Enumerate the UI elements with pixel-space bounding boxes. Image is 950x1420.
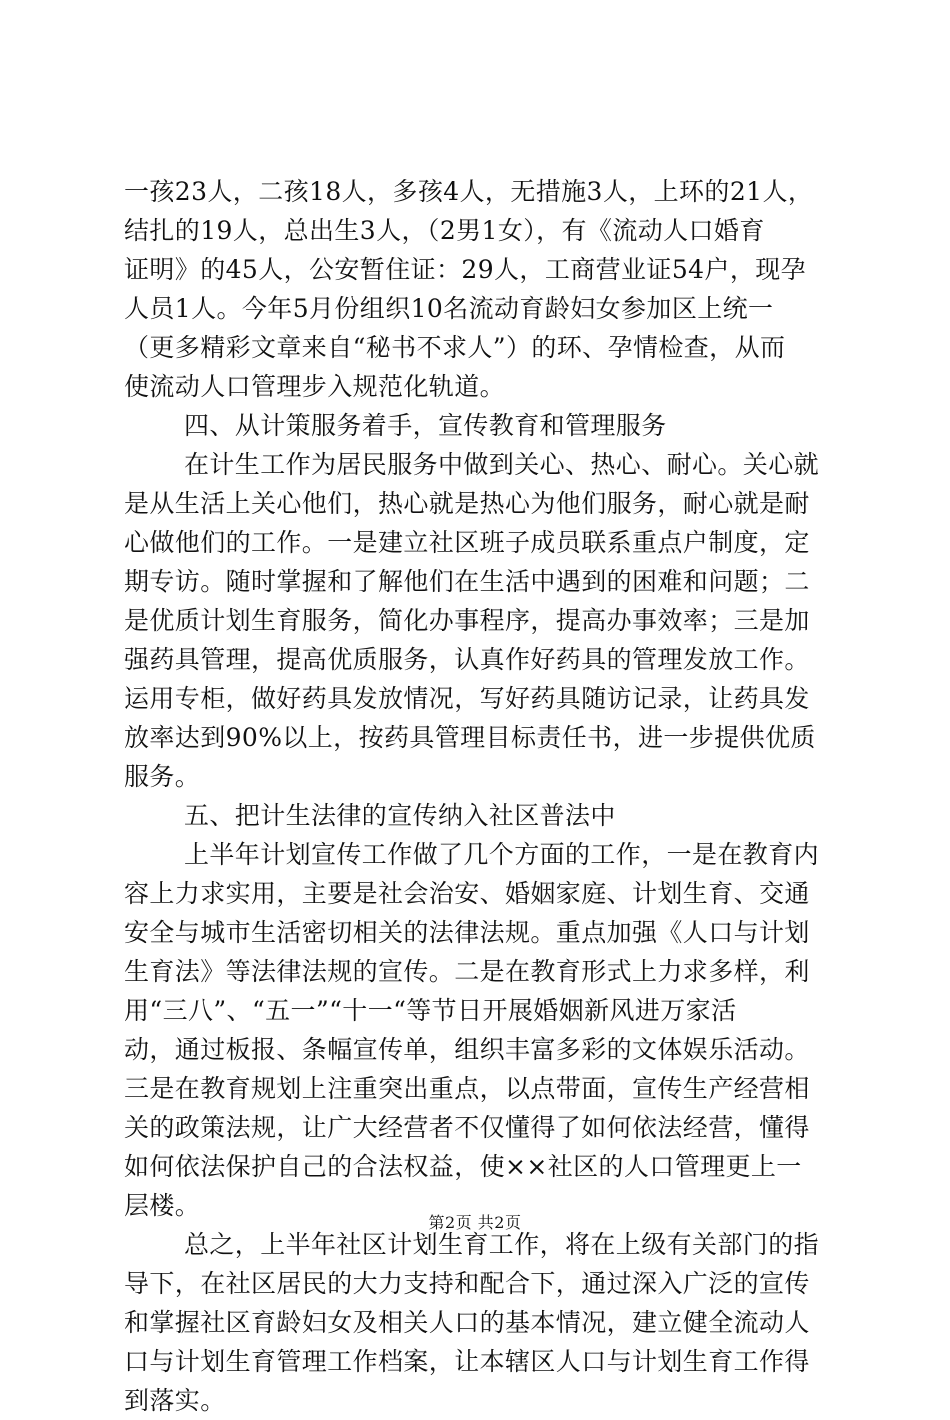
text-line: 结扎的19人，总出生3人，（2男1女），有《流动人口婚育 [124,216,765,245]
text-line: 是从生活上关心他们，热心就是热心为他们服务，耐心就是耐 [124,489,810,518]
page-footer: 第2页 共2页 [428,1213,522,1232]
text-line: 口与计划生育管理工作档案，让本辖区人口与计划生育工作得 [124,1347,810,1376]
text-line: 到落实。 [124,1386,226,1415]
text-line: 用“三八”、“五一”“十一“等节日开展婚姻新风进万家活 [124,996,737,1025]
text-line: 容上力求实用，主要是社会治安、婚姻家庭、计划生育、交通 [124,879,810,908]
text-line: 服务。 [124,762,201,791]
text-line: 在计生工作为居民服务中做到关心、热心、耐心。关心就 [184,450,820,479]
text-line: 证明》的45人，公安暂住证：29人，工商营业证54户，现孕 [124,255,807,284]
text-line: 心做他们的工作。一是建立社区班子成员联系重点户制度，定 [124,528,810,557]
text-line: 一孩23人，二孩18人，多孩4人，无措施3人，上环的21人， [124,177,814,206]
section-heading: 四、从计策服务着手，宣传教育和管理服务 [184,411,667,440]
text-line: 导下，在社区居民的大力支持和配合下，通过深入广泛的宣传 [124,1269,810,1298]
section-heading: 五、把计生法律的宣传纳入社区普法中 [184,801,616,830]
text-line: 三是在教育规划上注重突出重点，以点带面，宣传生产经营相 [124,1074,810,1103]
text-line: 安全与城市生活密切相关的法律法规。重点加强《人口与计划 [124,918,810,947]
text-line: 总之，上半年社区计划生育工作，将在上级有关部门的指 [184,1230,820,1259]
text-line: 动，通过板报、条幅宣传单，组织丰富多彩的文体娱乐活动。 [124,1035,810,1064]
text-line: 运用专柜，做好药具发放情况，写好药具随访记录，让药具发 [124,684,810,713]
text-line: 关的政策法规，让广大经营者不仅懂得了如何依法经营，懂得 [124,1113,810,1142]
text-line: 和掌握社区育龄妇女及相关人口的基本情况，建立健全流动人 [124,1308,810,1337]
text-line: 放率达到90%以上，按药具管理目标责任书，进一步提供优质 [124,723,816,752]
text-line: 期专访。随时掌握和了解他们在生活中遇到的困难和问题；二 [124,567,810,596]
text-line: 层楼。 [124,1191,201,1220]
text-line: （更多精彩文章来自“秘书不求人”）的环、孕情检查，从而 [124,333,786,362]
text-line: 使流动人口管理步入规范化轨道。 [124,372,506,401]
text-line: 强药具管理，提高优质服务，认真作好药具的管理发放工作。 [124,645,810,674]
text-line: 人员1人。今年5月份组织10名流动育龄妇女参加区上统一 [124,294,774,323]
text-line: 生育法》等法律法规的宣传。二是在教育形式上力求多样，利 [124,957,810,986]
text-line: 上半年计划宣传工作做了几个方面的工作，一是在教育内 [184,840,820,869]
text-line: 是优质计划生育服务，简化办事程序，提高办事效率；三是加 [124,606,810,635]
text-line: 如何依法保护自己的合法权益，使××社区的人口管理更上一 [124,1152,802,1181]
